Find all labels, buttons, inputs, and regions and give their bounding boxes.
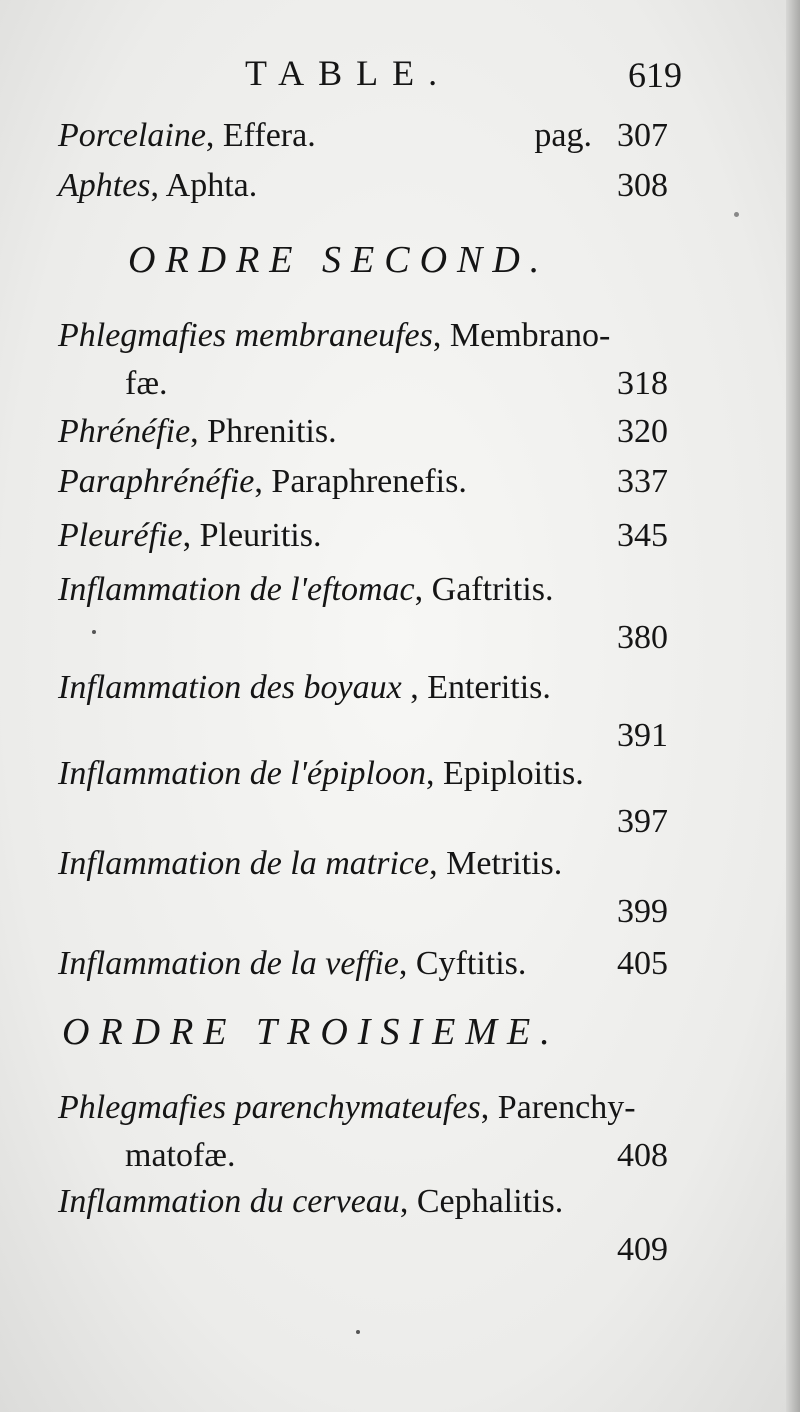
entry-latin-term: Pleuritis.	[199, 517, 322, 554]
page-edge-shadow	[786, 0, 800, 1412]
entry-french-term: Pleuréfie	[58, 517, 183, 554]
entry-page-number: 307	[617, 117, 668, 154]
entry-latin-term: Enteritis.	[427, 669, 551, 706]
entry-page-number: 308	[617, 167, 668, 204]
index-entry	[58, 408, 668, 456]
index-entry	[58, 750, 668, 840]
entry-separator: ,	[399, 1183, 417, 1220]
entry-continuation: fæ.	[125, 365, 168, 402]
entry-french-term: Inflammation de la veffie	[58, 945, 399, 982]
entry-separator: ,	[398, 945, 416, 982]
entry-latin-term: Membrano-	[449, 317, 611, 354]
ink-speck	[92, 630, 96, 634]
ink-speck	[734, 212, 739, 217]
entry-separator: ,	[401, 669, 428, 706]
running-title: TABLE.	[245, 53, 452, 93]
entry-separator: ,	[480, 1089, 498, 1126]
entry-separator: ,	[190, 413, 208, 450]
entry-latin-term: Metritis.	[446, 845, 563, 882]
entry-page-number: 408	[617, 1137, 668, 1174]
page-header	[0, 52, 800, 102]
entry-latin-term: Parenchy-	[497, 1089, 636, 1126]
entry-latin-term: Effera.	[222, 117, 316, 154]
entry-separator: ,	[182, 517, 200, 554]
index-entry	[58, 162, 668, 210]
entry-page-number: 337	[617, 463, 668, 500]
entry-page-label: pag.	[534, 117, 592, 154]
entry-separator: ,	[432, 317, 450, 354]
entry-latin-term: Gaftritis.	[431, 571, 554, 608]
entry-french-term: Inflammation du cerveau	[58, 1183, 400, 1220]
entry-page-number: 405	[617, 945, 668, 982]
entry-page-number: 345	[617, 517, 668, 554]
entry-french-term: Inflammation de la matrice	[58, 845, 430, 882]
entry-latin-term: Cyftitis.	[415, 945, 527, 982]
index-entry	[58, 512, 668, 560]
entry-page-number: 397	[617, 803, 668, 840]
entry-french-term: Inflammation de l'eftomac	[58, 571, 415, 608]
entry-french-term: Porcelaine	[58, 117, 206, 154]
entry-separator: ,	[205, 117, 223, 154]
index-entry	[58, 458, 668, 506]
entry-french-term: Inflammation des boyaux	[58, 669, 402, 706]
entry-french-term: Phrénéfie	[58, 413, 191, 450]
entry-page-number: 380	[617, 619, 668, 656]
entry-french-term: Inflammation de l'épiploon	[58, 755, 427, 792]
entry-page-number: 320	[617, 413, 668, 450]
index-entry	[58, 112, 668, 160]
entry-latin-term: Paraphrenefis.	[271, 463, 467, 500]
entry-latin-term: Epiploitis.	[443, 755, 584, 792]
index-entry	[58, 1178, 668, 1268]
entry-french-term: Phlegmafies parenchymateufes	[58, 1089, 481, 1126]
entry-latin-term: Aphta.	[165, 167, 258, 204]
section-heading: ORDRE TROISIEME.	[62, 1011, 560, 1053]
section-heading: ORDRE SECOND.	[128, 239, 550, 281]
ink-speck	[356, 1330, 360, 1334]
entry-page-number: 409	[617, 1231, 668, 1268]
entry-page-number: 391	[617, 717, 668, 754]
entry-page-number: 399	[617, 893, 668, 930]
index-entry	[58, 1084, 668, 1174]
entry-french-term: Phlegmafies membraneufes	[58, 317, 433, 354]
entry-page-number: 318	[617, 365, 668, 402]
entry-separator: ,	[414, 571, 432, 608]
index-entry	[58, 940, 668, 988]
entry-separator: ,	[150, 167, 166, 204]
entry-latin-term: Cephalitis.	[416, 1183, 564, 1220]
index-entry	[58, 840, 668, 930]
page-number: 619	[628, 55, 682, 95]
entry-separator: ,	[429, 845, 447, 882]
entry-separator: ,	[254, 463, 272, 500]
entry-latin-term: Phrenitis.	[207, 413, 337, 450]
entry-french-term: Aphtes	[58, 167, 151, 204]
entry-separator: ,	[426, 755, 444, 792]
entry-french-term: Paraphrénéfie	[58, 463, 255, 500]
index-entry	[58, 566, 668, 656]
entry-continuation: matofæ.	[125, 1137, 236, 1174]
index-entry	[58, 312, 668, 402]
index-entry	[58, 664, 668, 754]
